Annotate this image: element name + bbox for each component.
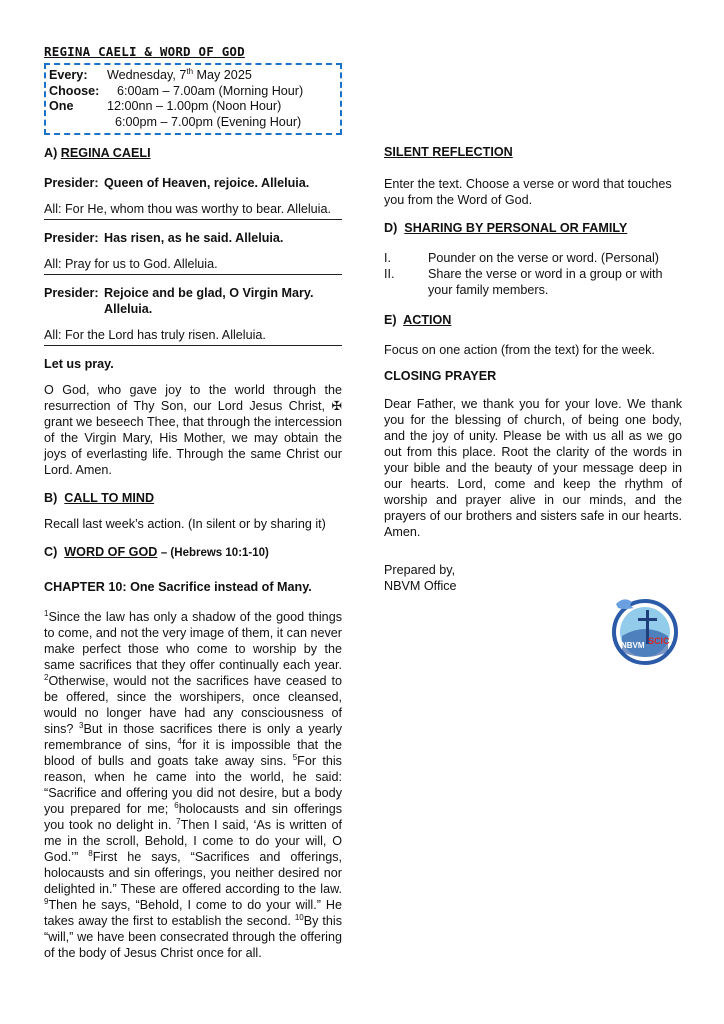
schedule-row <box>49 68 336 84</box>
all-response: All: For the Lord has truly risen. Alleluia. <box>44 328 266 342</box>
scripture-text: $^1$Since the law has only a shadow of the good things to come, and not the very image of them, it can never make perfect those who come to worship by the same sacrifices that they offer continually each year. $^2$Otherwise, would not the sacrifices have ceased to be offered, since the worshipers, once cleansed, would no longer have had any consciousness of sins? $^3$But in those sacrifices there is only a yearly remembrance of sins, $^4$for it is impossible that the blood of bulls and goats take away sins. $^5$For this reason, when he came into the world, he said: “Sacrifice and offering you did not desire, but a body you prepared for me; $^6$holocausts and sin offerings you took no delight in. $^7$Then I said, ‘As is written of me in the scroll, Behold, I come to do your will, O God.’” $^8$First he says, “Sacrifices and offerings, holocausts and sin offerings, you neither desired nor delighted in.” These are offered according to the law. $^9$Then he says, “Behold, I come to do your will.” He takes away the first to establish the second. $^{10}$By this “will,” we have been consecrated through the offering of the body of Jesus Christ once for all. <box>44 608 343 960</box>
prepared-office: NBVM Office <box>384 579 457 593</box>
schedule-value: 6:00pm – 7.00pm (Evening Hour) <box>115 114 302 129</box>
closing-prayer-text: Dear Father, we thank you for your love. We thank you for the blessing of church, of being one body, and the joy of unity. Please be with us all as we go out from this place. Root the clarity of the words in your bible and the beauty of your message deep in our hearts. Lord, come and keep the rhythm of worship and prayer alive in our minds, and the prayers of our brothers and sisters safe in our hearts. Amen. <box>384 397 682 539</box>
prepared-by: Prepared by, <box>384 563 456 577</box>
section-b-heading: B) CALL TO MIND <box>44 491 155 505</box>
schedule-row <box>49 99 336 115</box>
schedule-value: 6:00am – 7.00am (Morning Hour) <box>117 83 304 98</box>
closing-prayer-heading: CLOSING PRAYER <box>384 369 497 383</box>
divider <box>44 345 342 346</box>
schedule-value: 12:00nn – 1.00pm (Noon Hour) <box>107 99 282 113</box>
all-response: All: Pray for us to God. Alleluia. <box>44 257 218 271</box>
schedule-row <box>49 115 336 131</box>
presider-line: Presider: Rejoice and be glad, O Virgin Mary. Alleluia. <box>44 286 314 316</box>
action-text: Focus on one action (from the text) for the week. <box>384 343 655 357</box>
page-title: REGINA CAELI & WORD OF GOD <box>44 44 245 59</box>
section-a-heading: A) REGINA CAELI <box>44 146 151 160</box>
call-to-mind-text: Recall last week’s action. (In silent or by sharing it) <box>44 517 326 531</box>
presider-line: Presider: Queen of Heaven, rejoice. Alleluia. <box>44 176 310 190</box>
let-us-pray: Let us pray. <box>44 357 114 371</box>
chapter-title: CHAPTER 10: One Sacrifice instead of Many. <box>44 580 312 594</box>
silent-reflection-text: Enter the text. Choose a verse or word that touches you from the Word of God. <box>384 177 672 207</box>
divider <box>44 274 342 275</box>
schedule-key: Choose: <box>49 83 100 98</box>
logo-text-scic: SCIC <box>648 636 670 646</box>
divider <box>44 219 342 220</box>
right-column-sections <box>384 144 682 594</box>
opening-prayer: O God, who gave joy to the world through the resurrection of Thy Son, our Lord Jesus Christ, ✠ grant we beseech Thee, that through the intercession of the Virgin Mary, His Mother, we may obtain the joys of everlasting life. Through the same Christ our Lord. Amen. <box>44 383 342 477</box>
schedule-row <box>49 84 336 100</box>
schedule-box <box>44 63 342 135</box>
schedule-value: Wednesday, 7th May 2025 <box>107 66 252 82</box>
list-item: I. Pounder on the verse or word. (Personal) <box>384 251 660 265</box>
section-e-heading: E) ACTION <box>384 313 452 327</box>
schedule-key <box>49 115 107 131</box>
list-item: II. Share the verse or word in a group or with your family members. <box>384 267 663 297</box>
schedule-key: One <box>49 99 74 113</box>
section-d-heading: D) SHARING BY PERSONAL OR FAMILY <box>384 221 628 235</box>
all-response: All: For He, whom thou was worthy to bear. Alleluia. <box>44 202 331 216</box>
left-column <box>44 42 342 961</box>
section-c-heading: C) WORD OF GOD – (Hebrews 10:1-10) <box>44 545 269 559</box>
logo-text-nbvm: NBVM <box>621 641 645 650</box>
silent-reflection-heading: SILENT REFLECTION <box>384 145 513 159</box>
presider-line: Presider: Has risen, as he said. Alleluia. <box>44 231 284 245</box>
dove-cross-globe-logo <box>608 592 682 666</box>
schedule-key: Every: <box>49 68 88 82</box>
